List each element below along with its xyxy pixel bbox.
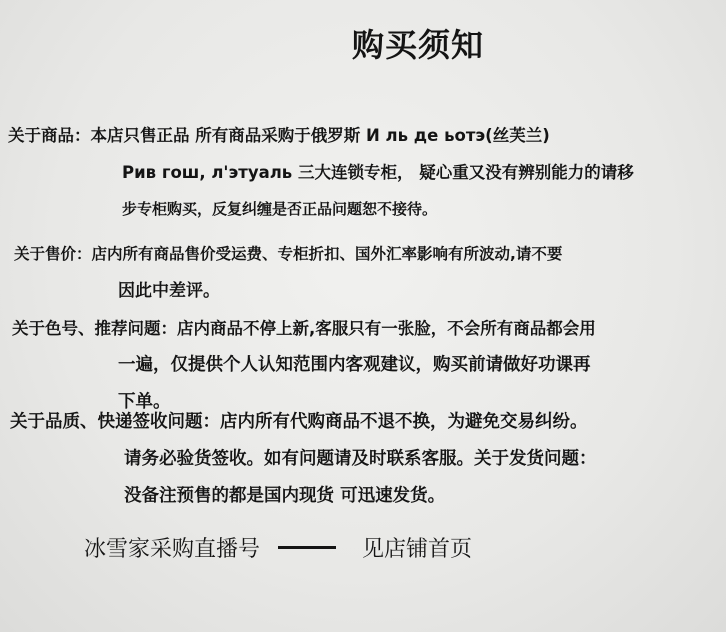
section-price: [0, 236, 726, 310]
section-quality-delivery: [0, 404, 726, 515]
page-title: 购买须知: [351, 26, 484, 64]
footer-dash: [278, 546, 336, 549]
section-label: 关于品质、快递签收问题：: [10, 412, 220, 432]
section-label: 关于售价：: [14, 245, 92, 263]
section-text: 下单。: [118, 392, 171, 412]
section-text: 请务必验货签收。如有问题请及时联系客服。关于发货问题：: [124, 449, 597, 469]
section-text: 步专柜购买，反复纠缠是否正品问题恕不接待。: [122, 200, 438, 218]
section-text: 因此中差评。: [118, 281, 220, 301]
footer: [84, 532, 472, 563]
section-label: 关于商品：: [8, 126, 91, 145]
section-text: 店内商品不停上新,客服只有一张脸，不会所有商品都会用: [177, 319, 596, 338]
footer-left-text: 冰雪家采购直播号: [84, 537, 261, 562]
section-text: 店内所有代购商品不退不换，为避免交易纠纷。: [220, 412, 588, 432]
section-label: 关于色号、推荐问题：: [12, 319, 177, 338]
section-text: 本店只售正品 所有商品采购于俄罗斯 И ль де ьотэ(丝芙兰): [90, 126, 550, 145]
section-text: 没备注预售的都是国内现货 可迅速发货。: [124, 486, 446, 506]
footer-right-text: 见店铺首页: [362, 537, 473, 562]
section-product: [0, 117, 726, 228]
section-text: Рив гош, л'этуаль 三大连锁专柜， 疑心重又没有辨别能力的请移: [122, 163, 634, 182]
section-text: 一遍，仅提供个人认知范围内客观建议，购买前请做好功课再: [118, 355, 591, 375]
section-text: 店内所有商品售价受运费、专柜折扣、国外汇率影响有所波动,请不要: [91, 245, 563, 263]
